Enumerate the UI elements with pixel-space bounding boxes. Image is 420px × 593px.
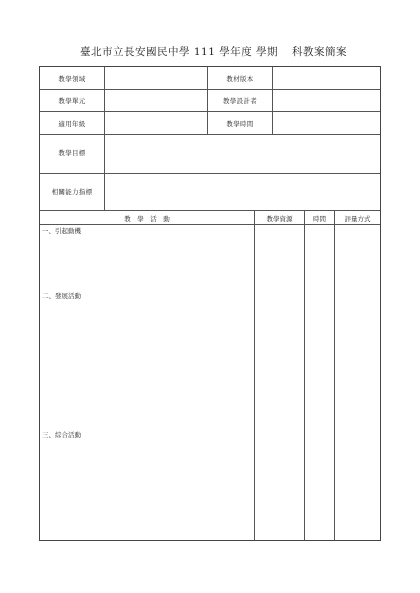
activity-header: 教 學 活 動: [124, 215, 170, 223]
objectives-label: 教學目標: [58, 149, 86, 157]
objectives-field[interactable]: [105, 135, 380, 173]
designer-label: 教學設計者: [223, 97, 257, 105]
grade-field[interactable]: [105, 112, 207, 134]
document-title: [0, 44, 420, 62]
assessment-content-area[interactable]: [335, 225, 380, 540]
title-school-year: 臺北市立長安國民中學 111 學年度 學期: [80, 46, 279, 58]
designer-field[interactable]: [273, 90, 380, 111]
time-field[interactable]: [273, 112, 380, 134]
resources-header: 教學資源: [266, 215, 293, 223]
title-plan-type: 科教案簡案: [292, 46, 347, 58]
competency-field[interactable]: [105, 174, 380, 210]
time-label: 教學時間: [226, 120, 254, 128]
section-warmup: 一、引起動機: [42, 227, 81, 235]
grade-label: 適用年級: [58, 120, 86, 128]
unit-field[interactable]: [105, 90, 207, 111]
activity-content-area[interactable]: [40, 225, 254, 540]
unit-label: 教學單元: [58, 97, 86, 105]
domain-label: 教學領域: [58, 75, 86, 83]
assessment-header: 評量方式: [344, 215, 371, 223]
domain-field[interactable]: [105, 67, 207, 89]
competency-label: 相關能力指標: [51, 188, 93, 196]
textbook-version-field[interactable]: [273, 67, 380, 89]
time-content-area[interactable]: [305, 225, 334, 540]
section-summary: 三、綜合活動: [42, 431, 81, 439]
textbook-version-label: 教材版本: [226, 75, 254, 83]
resources-content-area[interactable]: [255, 225, 304, 540]
row-divider: [40, 210, 380, 211]
section-development: 二、發展活動: [42, 292, 81, 300]
lesson-plan-table: [39, 66, 381, 541]
time-header: 時間: [313, 215, 326, 223]
